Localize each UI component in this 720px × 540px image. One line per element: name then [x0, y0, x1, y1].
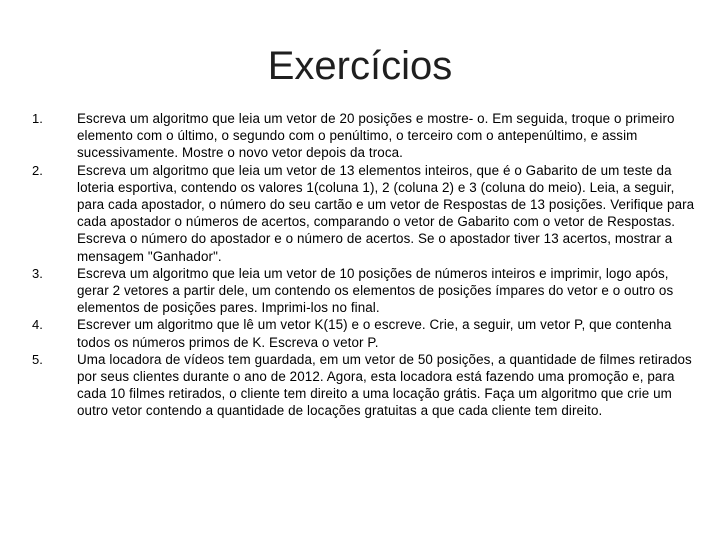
exercise-number: 2.: [32, 162, 43, 178]
exercise-number: 4.: [32, 317, 43, 333]
exercise-item-3: [30, 265, 700, 317]
exercise-list: [30, 110, 700, 420]
exercise-item-5: [30, 351, 700, 420]
exercise-number: 5.: [32, 351, 43, 367]
exercise-item-2: [30, 162, 700, 265]
exercise-text: Uma locadora de vídeos tem guardada, em um vetor de 50 posições, a quantidade de filmes retirados por seus clientes durante o ano de 2012. Agora, esta locadora está fazendo uma promoção e, para cada 10 filmes retirados, o cliente tem direito a uma locação grátis. Faça um algoritmo que crie um outro vetor contendo a quantidade de locações gratuitas a que cada cliente tem direito.: [77, 351, 692, 419]
exercise-text: Escreva um algoritmo que leia um vetor de 13 elementos inteiros, que é o Gabarito de um teste da loteria esportiva, contendo os valores 1(coluna 1), 2 (coluna 2) e 3 (coluna do meio). Leia, a seguir, para cada apostador, o número do seu cartão e um vetor de Respostas de 13 posições. Verifique para cada apostador o números de acertos, comparando o vetor de Gabarito com o vetor de Respostas. Escreva o número do apostador e o número de acertos. Se o apostador tiver 13 acertos, mostrar a mensagem "Ganhador".: [77, 162, 695, 264]
exercise-text: Escrever um algoritmo que lê um vetor K(15) e o escreve. Crie, a seguir, um vetor P, que contenha todos os números primos de K. Escreva o vetor P.: [77, 317, 672, 350]
exercise-number: 3.: [32, 265, 43, 281]
exercise-item-4: [30, 316, 700, 350]
exercise-number: 1.: [32, 111, 43, 126]
exercise-text: Escreva um algoritmo que leia um vetor de 20 posições e mostre- o. Em seguida, troque o primeiro elemento com o último, o segundo com o penúltimo, o terceiro com o antepenúltimo, e assim sucessivamente. Mostre o novo vetor depois da troca.: [77, 111, 675, 161]
exercise-item-1: [30, 110, 700, 162]
slide-title: Exercícios: [267, 44, 453, 88]
exercise-text: Escreva um algoritmo que leia um vetor de 10 posições de números inteiros e imprimir, logo após, gerar 2 vetores a partir dele, um contendo os elementos de posições ímpares do vetor e o outro os elementos de posições pares. Imprimi-los no final.: [77, 265, 674, 316]
